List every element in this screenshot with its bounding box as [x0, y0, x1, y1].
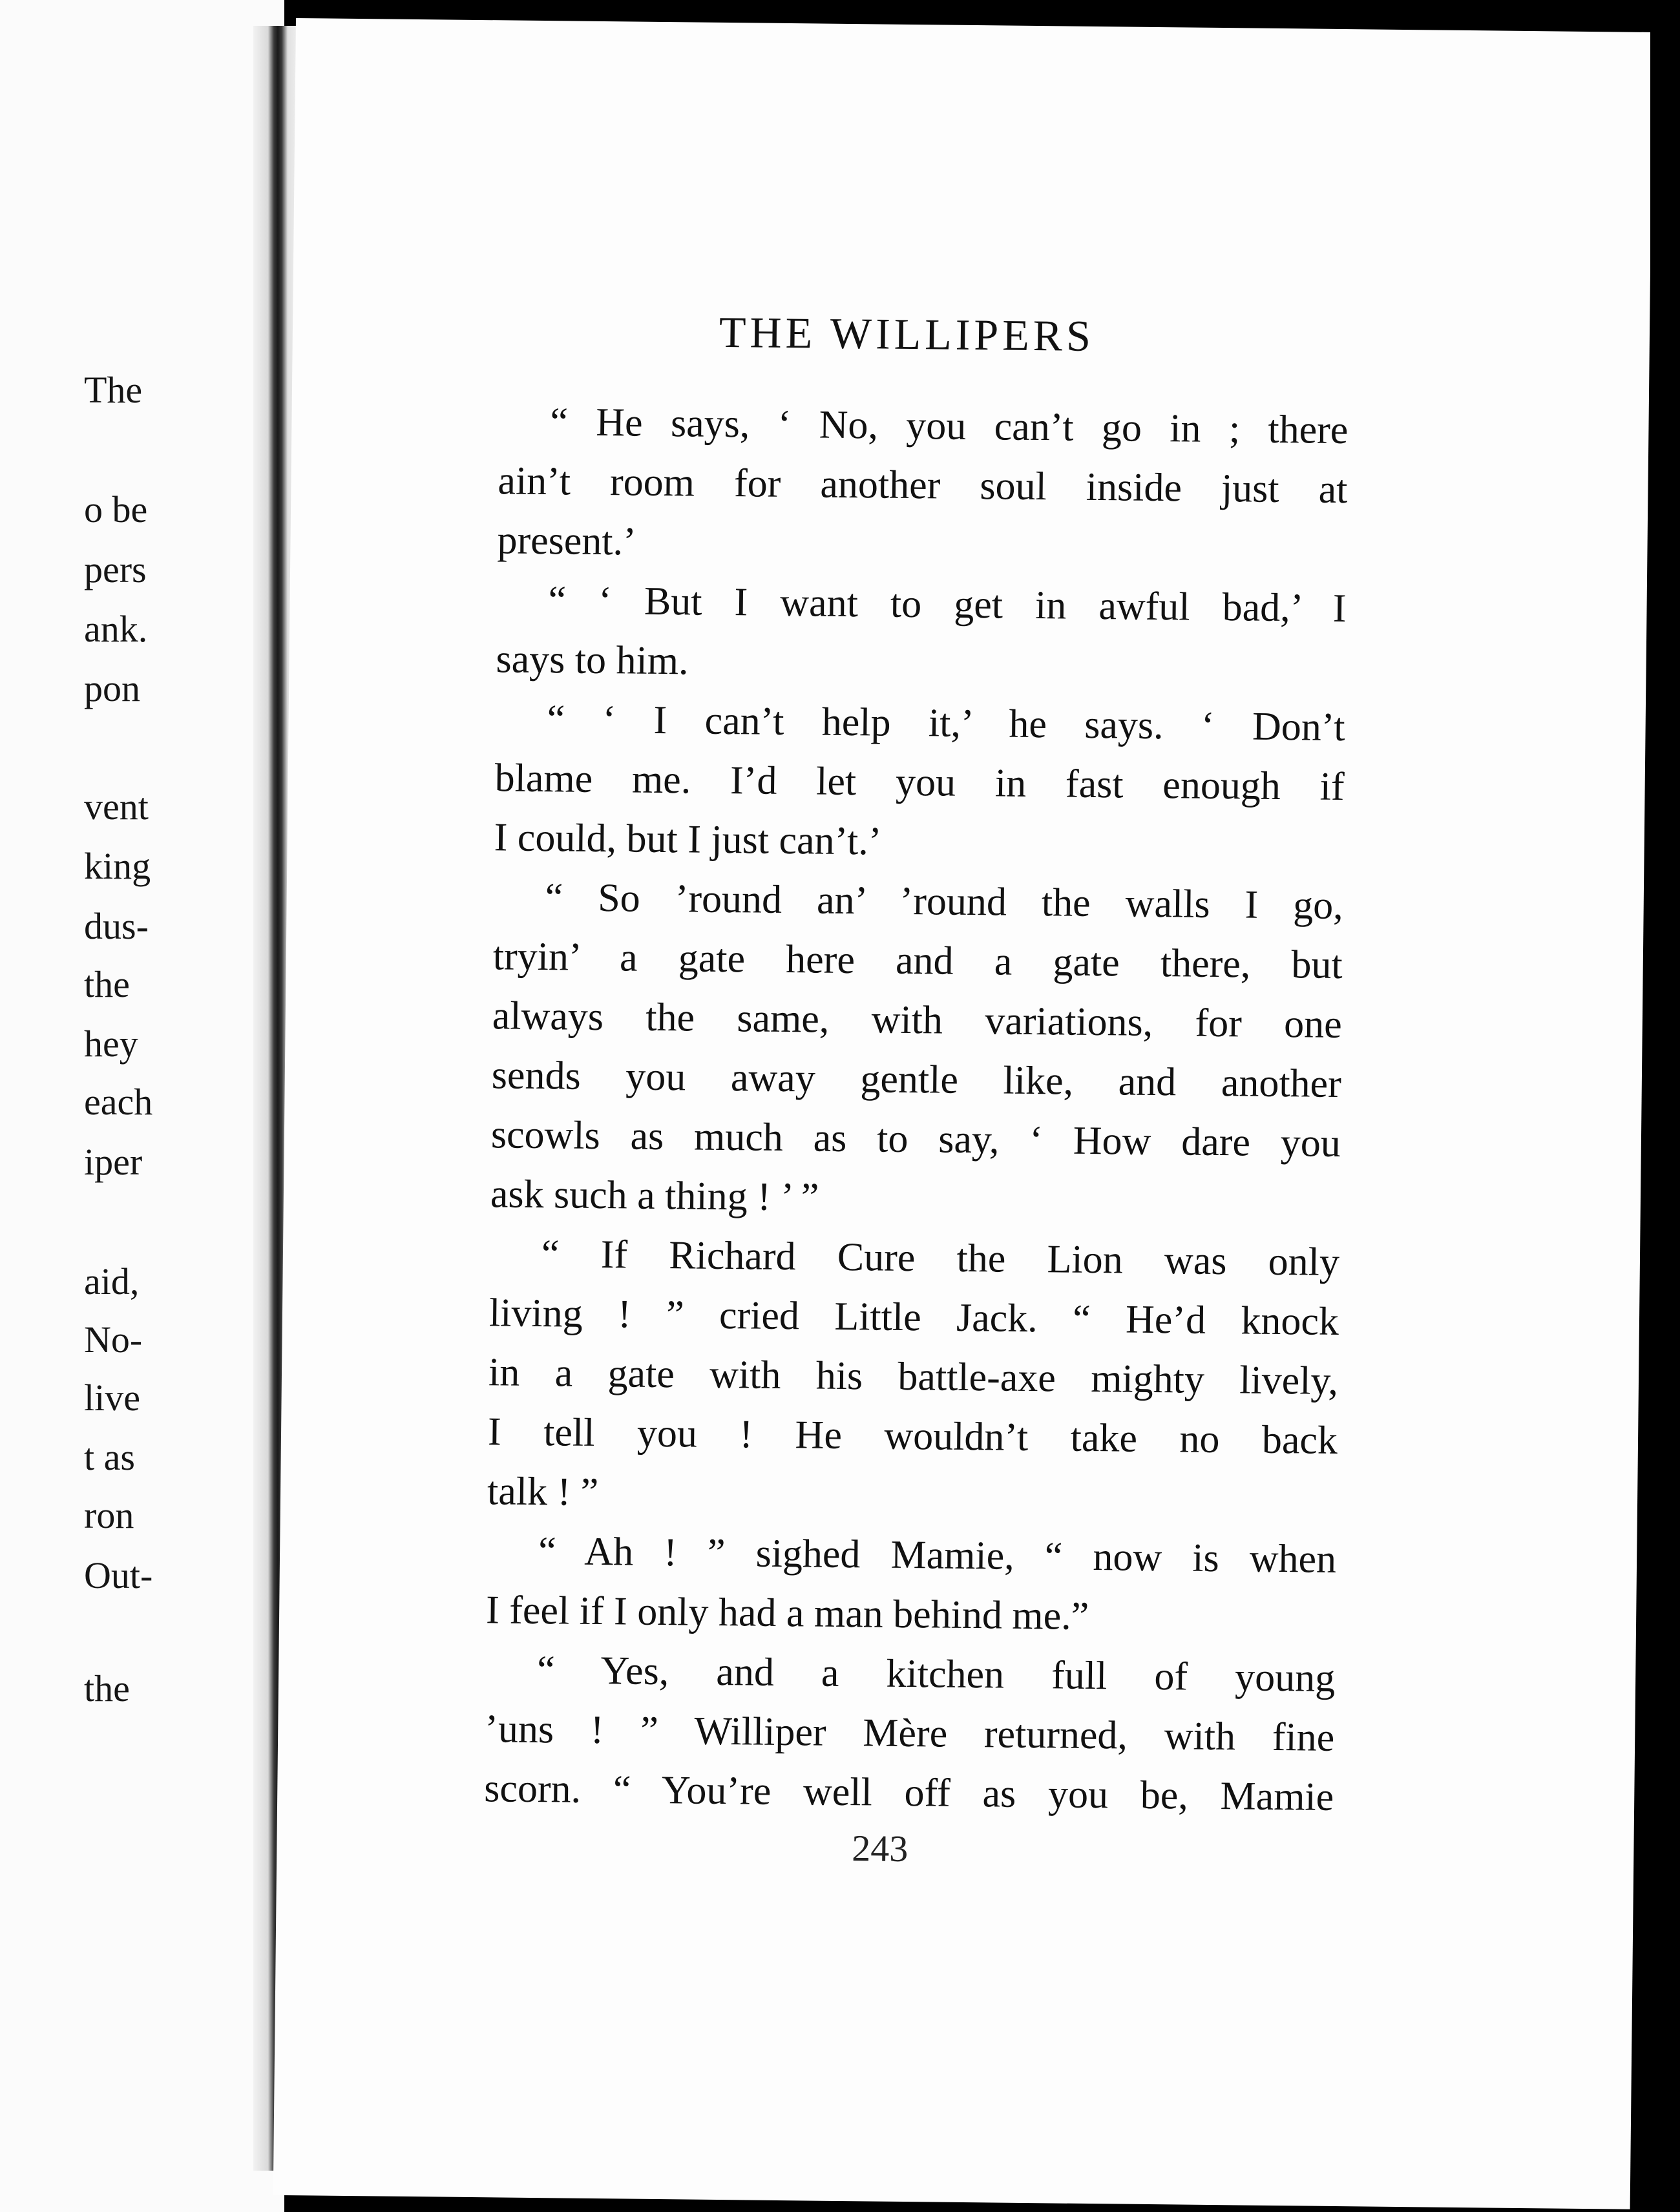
text-line: living ! ” cried Little Jack. “ He’d knock — [488, 1291, 1339, 1344]
text-line: “ Ah ! ” sighed Mamie, “ now is when — [538, 1529, 1337, 1581]
text-line: scowls as much as to say, ‘ How dare you — [490, 1112, 1341, 1166]
left-line: pon — [84, 667, 140, 709]
page-number: 243 — [852, 1827, 908, 1870]
left-line: the — [84, 963, 130, 1005]
left-line: live — [84, 1377, 140, 1419]
text-line: ’uns ! ” Williper Mère returned, with fine — [484, 1707, 1335, 1760]
text-line: I tell you ! He wouldn’t take no back — [487, 1410, 1338, 1463]
body-text — [484, 391, 1349, 1827]
text-line: ask such a thing ! ’ ” — [490, 1172, 819, 1220]
left-line: No- — [84, 1319, 143, 1361]
left-line: iper — [84, 1141, 143, 1183]
text-line: I could, but I just can’t.’ — [494, 815, 882, 864]
left-page — [0, 0, 284, 2212]
scan-border — [1650, 0, 1680, 2212]
left-line: t as — [84, 1436, 135, 1478]
right-page — [273, 18, 1653, 2209]
text-line: sends you away gentle like, and another — [491, 1053, 1342, 1107]
running-head: THE WILLIPERS — [719, 307, 1095, 360]
left-line: Out- — [84, 1554, 153, 1596]
text-line: “ If Richard Cure the Lion was only — [541, 1232, 1340, 1285]
left-line: aid, — [84, 1260, 140, 1302]
left-line: The — [84, 369, 143, 411]
text-line: “ ‘ I can’t help it,’ he says. ‘ Don’t — [547, 697, 1345, 750]
left-line: vent — [84, 786, 149, 828]
left-line: dus- — [84, 905, 149, 947]
left-line: o be — [84, 488, 148, 530]
left-line: ron — [84, 1494, 134, 1536]
text-line: blame me. I’d let you in fast enough if — [494, 756, 1345, 809]
text-line: “ ‘ But I want to get in awful bad,’ I — [548, 578, 1347, 631]
text-line: says to him. — [496, 637, 689, 683]
text-line: I feel if I only had a man behind me.” — [485, 1588, 1089, 1638]
text-line: talk ! ” — [487, 1469, 599, 1515]
text-line: “ Yes, and a kitchen full of young — [536, 1648, 1336, 1700]
left-line: hey — [84, 1023, 138, 1065]
left-line: the — [84, 1667, 130, 1709]
text-line: “ He says, ‘ No, you can’t go in ; there — [550, 400, 1349, 453]
text-line: tryin’ a gate here and a gate there, but — [492, 934, 1343, 988]
text-line: in a gate with his battle-axe mighty lively, — [488, 1350, 1339, 1404]
left-line: king — [84, 845, 151, 887]
left-line: each — [84, 1081, 153, 1123]
text-line: present.’ — [497, 518, 637, 564]
left-line: pers — [84, 548, 147, 590]
left-line: ank. — [84, 608, 148, 650]
text-line: ain’t room for another soul inside just at — [498, 459, 1348, 512]
text-line: scorn. “ You’re well off as you be, Mamie — [483, 1766, 1334, 1819]
text-line: “ So ’round an’ ’round the walls I go, — [545, 875, 1344, 928]
text-line: always the same, with variations, for one — [492, 994, 1343, 1047]
